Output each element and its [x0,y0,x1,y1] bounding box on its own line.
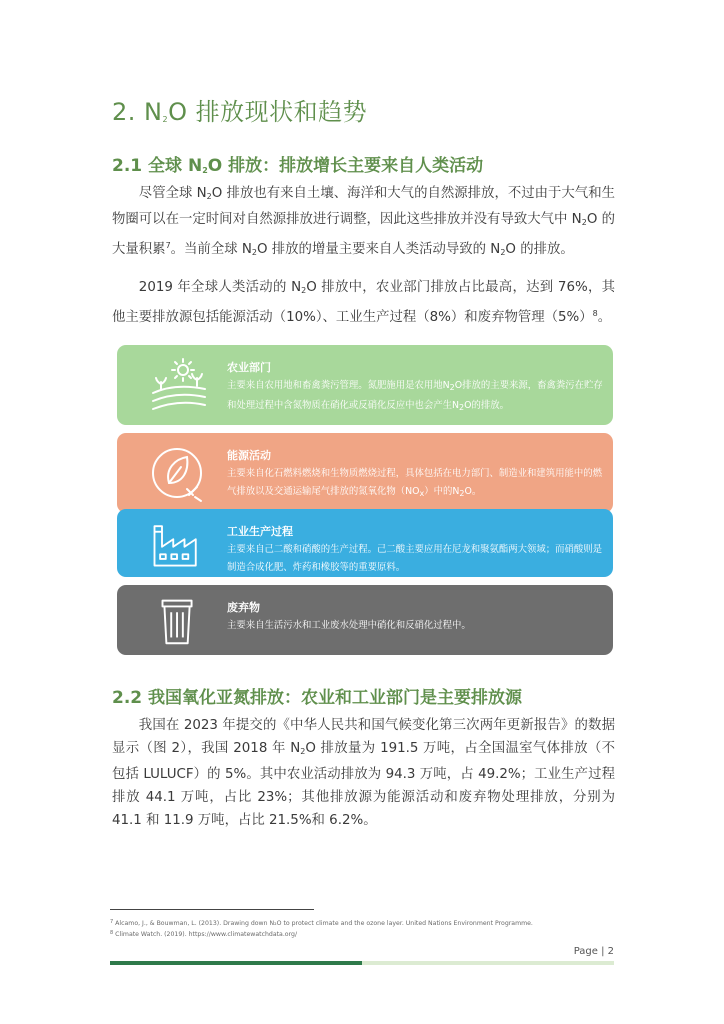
paragraph-2 [112,276,615,329]
subsection-title-2-1 [112,151,483,176]
subsection-title-subscript: 2 [202,166,208,175]
footnote-8 [110,929,610,940]
card-body-text: 主要来自化石燃料燃烧和生物质燃烧过程，具体包括在电力部门、制造业和建筑用能中的燃气排放以及交通运输尾气排放的氮氧化物（NO [227,468,603,497]
para-subscript: 2 [301,286,307,295]
card-body-text: O。 [464,486,482,497]
card-title: 废弃物 [227,601,260,614]
card-agriculture [117,345,613,425]
para-subscript: 2 [300,747,306,756]
card-title: 工业生产过程 [227,525,293,538]
leaf-plug-icon [147,441,211,505]
card-body [227,377,603,417]
card-waste [117,585,613,655]
para-subscript: 2 [251,248,257,257]
subsection-title-text: 2.1 全球 N [112,156,203,176]
card-body-subscript: 2 [449,383,455,392]
card-body-text: 主要来自生活污水和工业废水处理中硝化和反硝化过程中。 [227,620,471,631]
paragraph-3 [112,714,615,832]
para-text: 2019 年全球人类活动的 N [138,280,302,295]
para-subscript: 2 [500,248,506,257]
footnote-ref: 8 [592,309,598,318]
card-body-subscript: 2 [459,489,465,498]
trash-can-icon [147,589,209,651]
section-title [112,92,367,127]
footnote-ref: 7 [165,241,171,250]
card-title: 农业部门 [227,361,271,374]
card-body-subscript: 2 [459,403,465,412]
factory-icon [147,513,207,573]
para-text: O 的排放。 [505,242,574,257]
paragraph-1 [112,182,615,264]
para-text: O 排放中，农业部门排放占比最高，达到 76%，其他主要排放源包括能源活动（10%）、工业生产过程（8%）和废弃物管理（5%） [112,280,615,325]
para-subscript: 2 [206,192,212,201]
section-title-text-2: O 排放现状和趋势 [168,98,368,126]
footnote-mark: 7 [110,919,114,925]
card-body-text: 主要来自己二酸和硝酸的生产过程。己二酸主要应用在尼龙和聚氨酯两大领域；而硝酸则是制造合成化肥、炸药和橡胶等的重要原料。 [227,544,603,573]
card-body-subscript: x [419,489,425,498]
para-text: 。当前全球 N [170,242,252,257]
section-title-subscript: 2 [162,115,169,124]
para-text: 。 [597,310,612,325]
card-title: 能源活动 [227,449,271,462]
para-text: O 排放量为 191.5 万吨，占全国温室气体排放（不包括 LULUCF）的 5%。其中农业活动排放为 94.3 万吨，占 49.2%；工业生产过程排放 44.1 万吨，占比 23%；其他排放源为能源活动和废弃物处理排放，分别为 41.1 和 11.9 万吨，占比 21.5%和 6.2%。 [112,741,615,828]
subsection-title-text-2: O 排放：排放增长主要来自人类活动 [207,156,484,176]
footnotes [110,918,610,939]
section-title-text: 2. N [112,98,163,126]
footer-bar-light [362,961,614,965]
para-text: O 排放的增量主要来自人类活动导致的 N [256,242,501,257]
page-number: Page | 2 [573,946,614,957]
para-text: O 排放也有来自土壤、海洋和大气的自然源排放，不过由于大气和生物圈可以在一定时间对自然源排放进行调整，因此这些排放并没有导致大气中 N [112,186,615,227]
footnote-divider [110,909,314,910]
sun-field-icon [147,353,211,417]
subsection-title-2-2: 2.2 我国氧化亚氮排放：农业和工业部门是主要排放源 [112,688,523,708]
card-energy [117,433,613,513]
footer-bar-dark [110,961,362,965]
footnote-text: Climate Watch. (2019). https://www.climatewatchdata.org/ [115,930,298,938]
card-body-text: O的排放。 [464,400,509,411]
para-text: 我国在 2023 年提交的《中华人民共和国气候变化第三次两年更新报告》的数据显示（图 2），我国 2018 年 N [112,718,615,756]
card-body [227,617,603,635]
card-industry [117,509,613,577]
para-text: O 的大量积累 [112,212,616,257]
card-body-text: ）中的N [424,486,460,497]
card-body-text: 主要来自农用地和畜禽粪污管理。氮肥施用是农用地N [227,380,450,391]
para-text: 尽管全球 N [138,186,207,201]
para-subscript: 2 [581,218,587,227]
card-body [227,541,603,577]
footnote-text: Alcamo, J., & Bouwman, L. (2013). Drawing down N₂O to protect climate and the ozone layer. United Nations Environment Programme. [115,920,533,927]
card-body [227,465,603,503]
footnote-mark: 8 [110,929,114,936]
footnote-7 [110,918,610,929]
card-body-text: O排放的主要来源，畜禽粪污在贮存和处理过程中含氮物质在硝化或反硝化反应中也会产生N [227,380,603,411]
